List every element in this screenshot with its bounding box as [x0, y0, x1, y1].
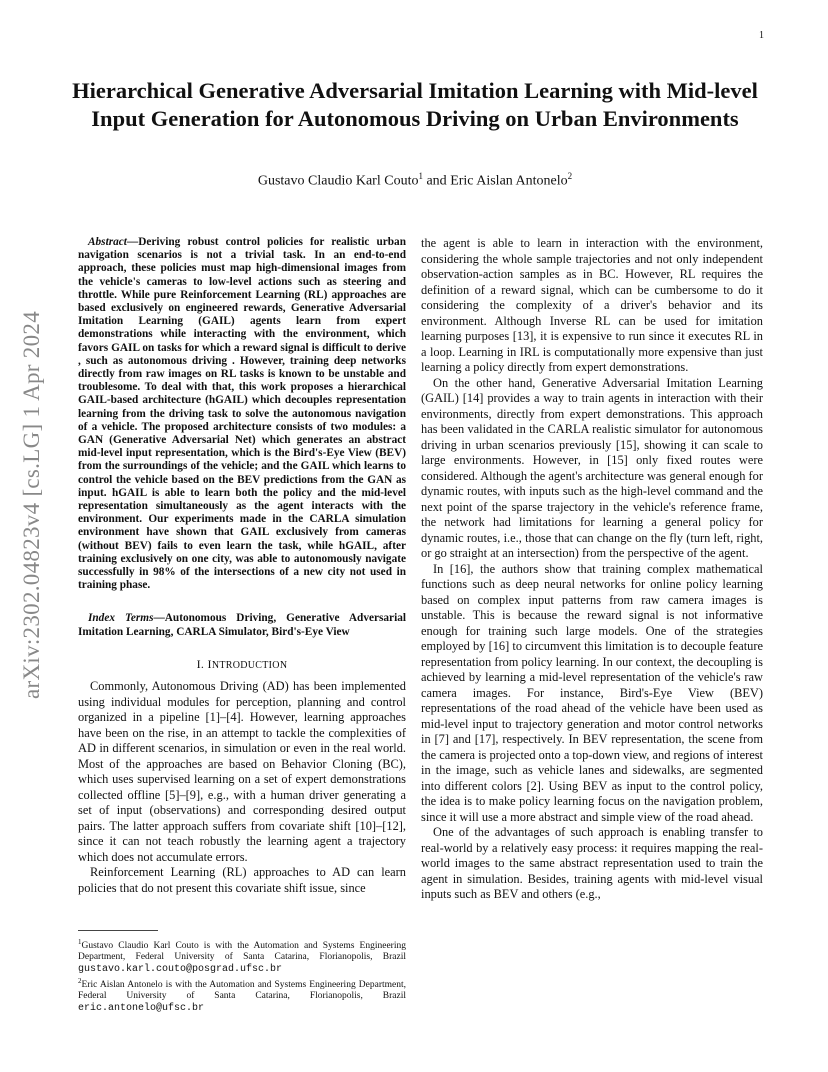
- author-2: Eric Aislan Antonelo: [450, 173, 568, 189]
- index-terms-text: —Autonomous Driving, Generative Adversarial Imitation Learning, CARLA Simulator, Bird's-Eye View: [78, 612, 406, 638]
- footnote-1-text: Gustavo Claudio Karl Couto is with the Automation and Systems Engineering Department, Federal University of Santa Catarina, Florianopolis, Brazil: [78, 941, 406, 963]
- footnote-2: [78, 976, 406, 1014]
- abstract-text: —Deriving robust control policies for realistic urban navigation scenarios is not a trivial task. In an end-to-end approach, these policies must map high-dimensional images from the vehicle's cameras to low-level actions such as steering and throttle. While pure Reinforcement Learning (RL) approaches are based exclusively on engineered rewards, Generative Adversarial Imitation Learning (GAIL) agents learn from expert demonstrations while interacting with the environment, which favors GAIL on tasks for which a reward signal is difficult to derive , such as autonomous driving . However, training deep networks directly from raw images on RL tasks is known to be unstable and troublesome. To deal with that, this work proposes a hierarchical GAIL-based architecture (hGAIL) which decouples representation learning from the driving task to solve the autonomous navigation of a vehicle. The proposed architecture consists of two modules: a GAN (Generative Adversarial Net) which generates an abstract mid-level input representation, which is the Bird's-Eye View (BEV) from the surroundings of the vehicle; and the GAIL which learns to control the vehicle based on the BEV predictions from the GAN as input. hGAIL is able to learn both the policy and the mid-level representation simultaneously as the agent interacts with the environment. Our experiments made in the CARLA simulation environment have shown that GAIL exclusively from cameras (without BEV) fails to even learn the task, while hGAIL, after training exclusively on one city, was able to autonomously navigate successfully in 98% of the intersections of a new city not used in training phase.: [78, 236, 406, 592]
- author-line: [70, 171, 760, 190]
- author-1-affil: 1: [418, 171, 423, 181]
- footnote-1-mark: 1: [78, 938, 82, 946]
- body-paragraph: On the other hand, Generative Adversarial Imitation Learning (GAIL) [14] provides a way to train agents in interaction with their environments, directly from expert demonstrations. This approach has been validated in the CARLA realistic simulator for autonomous driving in urban scenarios previously [15], showing it can scale to large environments. However, in [15] only fixed routes were considered. Although the agent's architecture was general enough for dynamic routes, with inputs such as the high-level command and the next point of the sparse trajectory in the vehicle's reference frame, the network had limitations for learning a general policy for dynamic routes, i.e., those that can change on the fly (turn left, right, or go straight at an intersection) from the perspective of the agent.: [421, 375, 763, 560]
- section-number: I.: [196, 656, 208, 671]
- left-column: [78, 236, 406, 896]
- paper-title: Hierarchical Generative Adversarial Imitation Learning with Mid-level Input Generation for Autonomous Driving on Urban Environments: [72, 78, 758, 131]
- arxiv-stamp-text: arXiv:2302.04823v4 [cs.LG] 1 Apr 2024: [19, 311, 44, 699]
- body-paragraph: In [16], the authors show that training complex mathematical functions such as deep neural networks for online policy learning based on complex input patterns from raw camera images is unstable. This is because the reward signal is not informative enough for training such large models. One of the strategies employed by [16] to circumvent this limitation is to decouple feature representation from policy learning. In our context, the decoupling is achieved by learning a mid-level representation of the vehicle's raw camera images. For instance, Bird's-Eye View (BEV) representations of the road ahead of the vehicle have been used as mid-level input to trajectory generation and motor control networks in [7] and [17], respectively. In BEV representation, the scene from the camera is projected onto a top-down view, and regions of interest in the image, such as vehicle lanes and sidewalks, are segmented into different colors [2]. Using BEV as input to the control policy, the idea is to make policy learning focus on the navigation problem, since it will use a more abstract and simple view of the road ahead.: [421, 561, 763, 824]
- abstract: [78, 236, 406, 592]
- section-title-initial: I: [207, 656, 212, 671]
- footnote-2-email: eric.antonelo@ufsc.br: [78, 1002, 205, 1014]
- footnote-2-mark: 2: [78, 977, 82, 985]
- body-paragraph: Commonly, Autonomous Driving (AD) has been implemented using individual modules for perception, planning and control organized in a pipeline [1]–[4]. However, learning approaches have been on the rise, in an attempt to tackle the complexities of AD in different scenarios, in simulation or even in the real world. Most of the approaches are based on Behavior Cloning (BC), which uses supervised learning on a set of expert demonstrations collected offline [5]–[9], e.g., with a human driver generating a set of input (observations) and corresponding desired output pairs. The latter approach suffers from covariate shift [10]–[12], since it can not teach robustly the learning agent a trajectory which does not accumulate errors.: [78, 679, 406, 864]
- arxiv-stamp: [12, 290, 52, 720]
- right-column: [421, 236, 763, 903]
- footnote-rule: [78, 930, 158, 931]
- footnote-1-email: gustavo.karl.couto@posgrad.ufsc.br: [78, 963, 283, 975]
- index-terms: [78, 612, 406, 638]
- author-2-affil: 2: [567, 171, 573, 181]
- section-title-rest: NTRODUCTION: [211, 659, 288, 671]
- author-1: Gustavo Claudio Karl Couto: [257, 173, 419, 189]
- abstract-label: Abstract: [88, 236, 127, 248]
- section-heading-introduction: [78, 657, 406, 674]
- footnote-2-text: Eric Aislan Antonelo is with the Automation and Systems Engineering Department, Federal University of Santa Catarina, Florianopolis, Brazil: [78, 980, 406, 1002]
- body-paragraph: One of the advantages of such approach is enabling transfer to real-world by a relatively easy process: it requires mapping the real-world images to the same abstract representation used to train the agent in simulation. Besides, training agents with mid-level visual inputs such as BEV and others (e.g.,: [421, 825, 763, 901]
- body-paragraph: Reinforcement Learning (RL) approaches to AD can learn policies that do not present this covariate shift issue, since: [78, 865, 406, 895]
- footnote-1: [78, 937, 406, 975]
- index-terms-label: Index Terms: [88, 612, 154, 625]
- page-number: 1: [759, 30, 764, 41]
- author-joiner: and: [422, 173, 451, 189]
- body-paragraph: the agent is able to learn in interaction with the environment, considering the whole sample trajectories and not only independent observation-action samples as in BC. However, RL requires the definition of a reward signal, which can be cumbersome to do it considering the complexity of a driver's behavior and its environment. Although Inverse RL can be used for imitation learning purposes [13], it is expensive to run since it executes RL in a loop. Learning in IRL is computationally more expensive than just learning a policy directly from expert demonstrations.: [421, 236, 763, 374]
